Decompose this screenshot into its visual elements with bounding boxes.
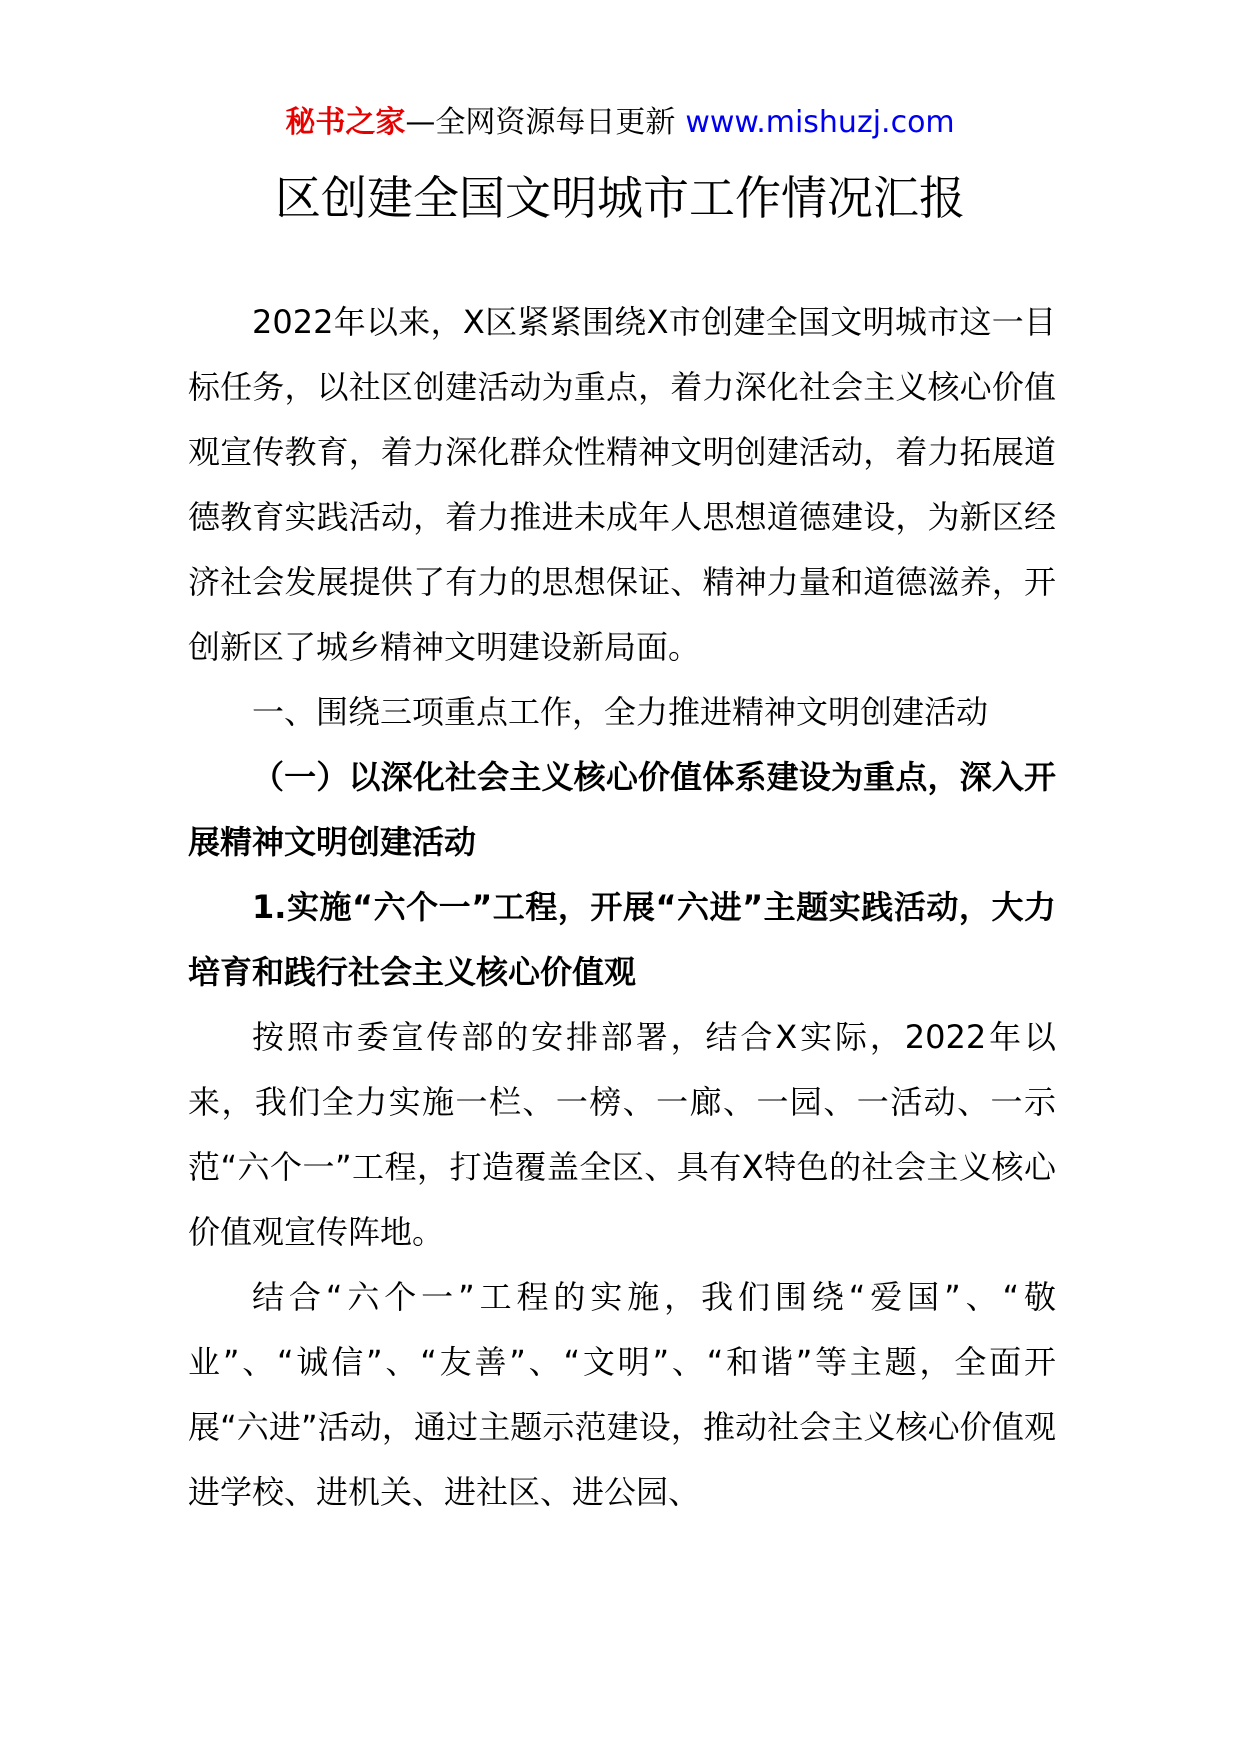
site-tagline: —全网资源每日更新 — [405, 105, 676, 140]
site-brand: 秘书之家 — [285, 105, 406, 140]
body-paragraph-3: 结合“六个一”工程的实施，我们围绕“爱国”、“敬业”、“诚信”、“友善”、“文明”、“和谐”等主题，全面开展“六进”活动，通过主题示范建设，推动社会主义核心价值观进学校、进机关、进社区、进公园、 — [188, 1278, 1056, 1511]
item-heading-1: 1.实施“六个一”工程，开展“六进”主题实践活动，大力培育和践行社会主义核心价值观 — [188, 888, 1056, 991]
intro-paragraph: 2022年以来，X区紧紧围绕X市创建全国文明城市这一目标任务，以社区创建活动为重点，着力深化社会主义核心价值观宣传教育，着力深化群众性精神文明创建活动，着力拓展道德教育实践活动，着力推进未成年人思想道德建设，为新区经济社会发展提供了有力的思想保证、精神力量和道德滋养，开创新区了城乡精神文明建设新局面。 — [188, 303, 1056, 666]
section-heading-1: 一、围绕三项重点工作，全力推进精神文明创建活动 — [252, 693, 989, 731]
body-paragraph-2: 按照市委宣传部的安排部署，结合X实际，2022年以来，我们全力实施一栏、一榜、一廊、一园、一活动、一示范“六个一”工程，打造覆盖全区、具有X特色的社会主义核心价值观宣传阵地。 — [188, 1018, 1056, 1251]
document-body — [188, 290, 1056, 1525]
site-header — [0, 103, 1240, 143]
site-url-link[interactable]: www.mishuzj.com — [685, 105, 955, 140]
document-title: 区创建全国文明城市工作情况汇报 — [275, 171, 965, 225]
subsection-heading-1: （一）以深化社会主义核心价值体系建设为重点，深入开展精神文明创建活动 — [188, 758, 1056, 861]
